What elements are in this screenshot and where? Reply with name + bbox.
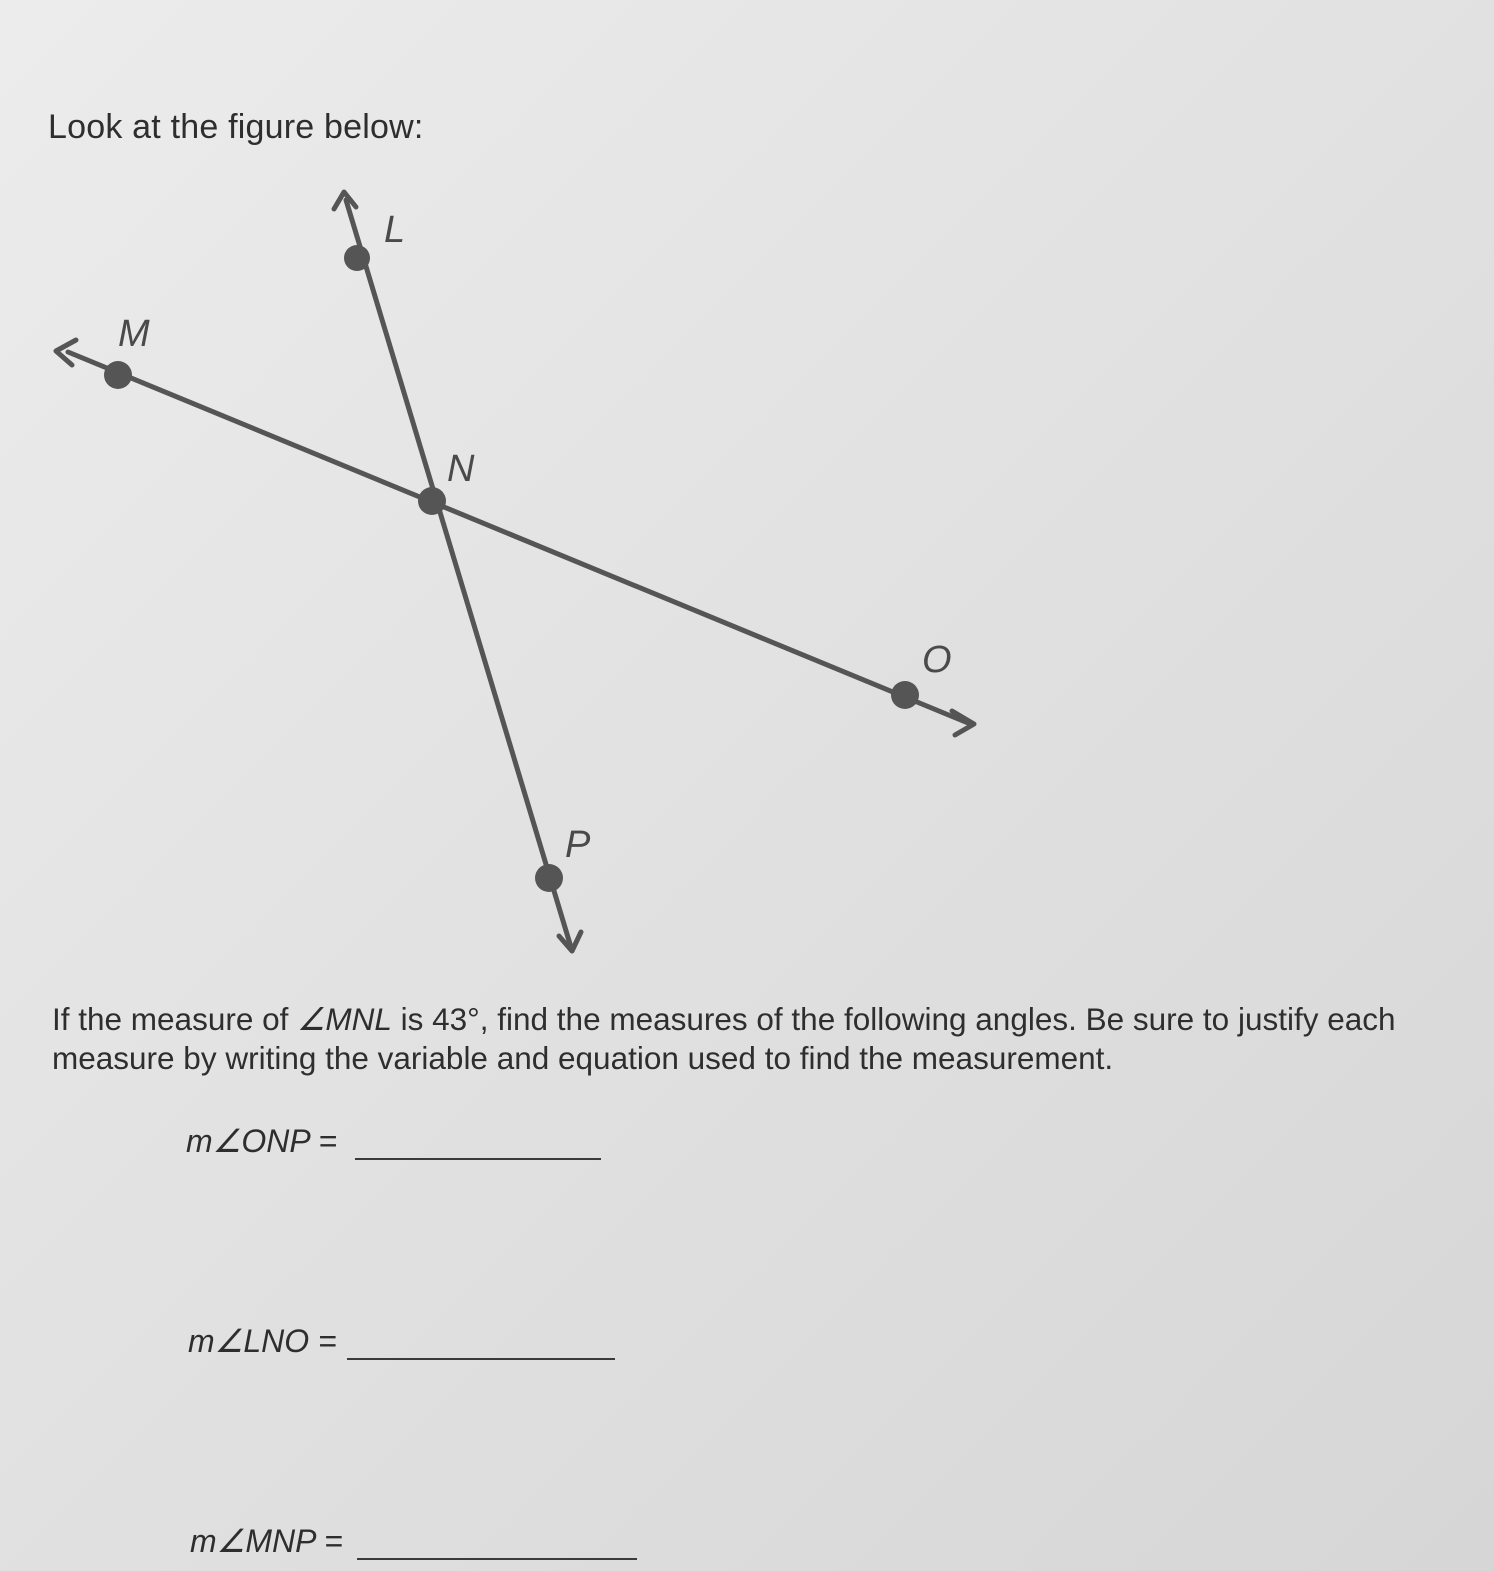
answer-lno	[188, 1322, 615, 1360]
answer-mnp-label: m∠MNP =	[190, 1523, 343, 1559]
label-l: L	[384, 209, 406, 251]
point-n	[418, 487, 446, 515]
question-angle: ∠MNL	[297, 1001, 392, 1037]
line-mo	[68, 352, 968, 723]
label-o: O	[922, 639, 952, 681]
point-o	[891, 681, 919, 709]
question-text	[52, 1000, 1482, 1078]
answer-onp-blank[interactable]	[355, 1128, 601, 1160]
question-part2: is 43°, find the measures of the following angles. Be sure to justify each measure by writing the variable and equation used to find the measurement.	[52, 1001, 1396, 1076]
answer-onp-label: m∠ONP =	[186, 1123, 338, 1159]
answer-lno-blank[interactable]	[347, 1328, 615, 1360]
point-p	[535, 864, 563, 892]
answer-onp	[186, 1122, 601, 1160]
line-lp	[346, 200, 570, 944]
prompt-text: Look at the figure below:	[48, 108, 424, 146]
point-m	[104, 361, 132, 389]
question-part1: If the measure of	[52, 1001, 298, 1037]
label-p: P	[565, 824, 591, 866]
answer-lno-label: m∠LNO =	[188, 1323, 337, 1359]
answer-mnp	[190, 1522, 637, 1560]
label-m: M	[118, 313, 150, 355]
label-n: N	[447, 448, 475, 490]
answer-mnp-blank[interactable]	[357, 1528, 637, 1560]
point-l	[344, 245, 370, 271]
